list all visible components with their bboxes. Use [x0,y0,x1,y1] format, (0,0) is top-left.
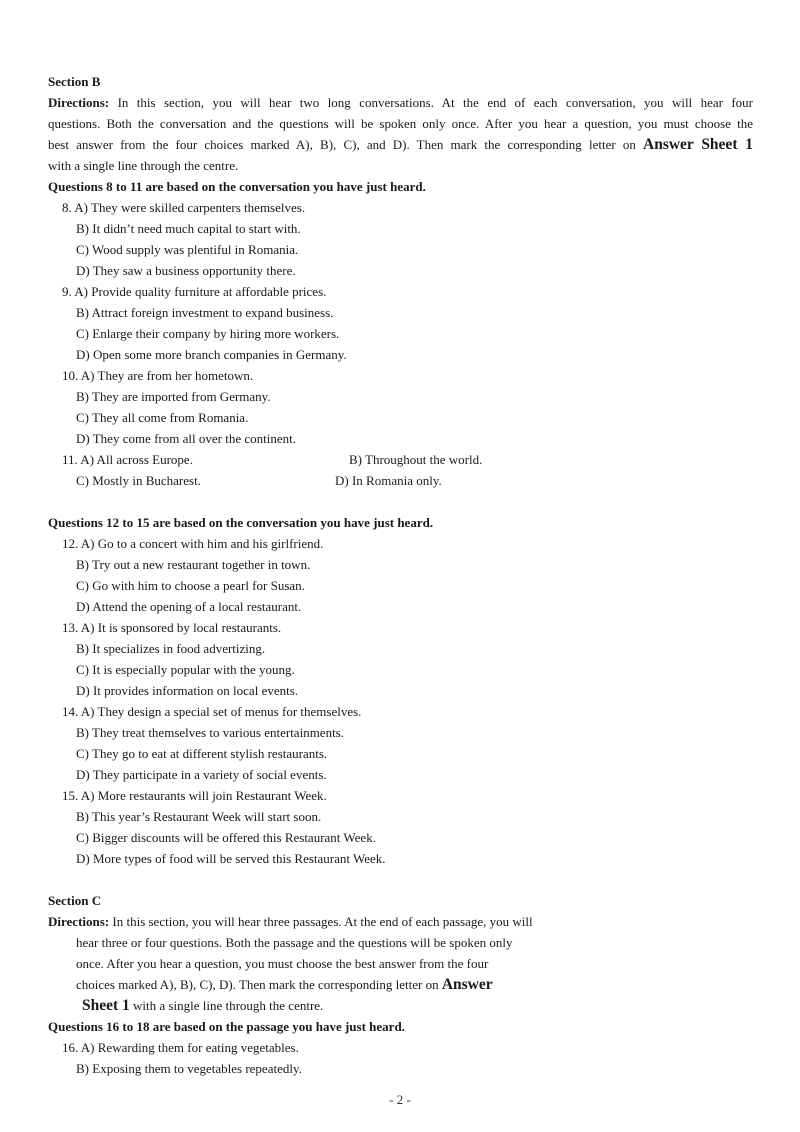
option: B) It didn’t need much capital to start with. [76,221,301,236]
question-10: 10. A) They are from her hometown. [62,368,254,383]
directions-text: In this section, you will hear three passages. At the end of each passage, you will [112,914,533,929]
option: C) Mostly in Bucharest. [76,473,201,488]
directions-label: Directions: [48,914,110,929]
question-16: 16. A) Rewarding them for eating vegetables. [62,1040,299,1055]
option: B) Exposing them to vegetables repeatedly. [76,1061,302,1076]
option: B) Throughout the world. [349,452,483,467]
option: D) They participate in a variety of social events. [76,767,327,782]
option: D) In Romania only. [335,473,442,488]
option: D) It provides information on local events. [76,683,299,698]
question-15: 15. A) More restaurants will join Restaurant Week. [62,788,327,803]
section-c-directions-line-1 [48,911,753,932]
section-b-directions-line-1 [48,92,753,113]
question-11 [48,449,753,470]
answer-sheet-label: Answer Sheet 1 [643,136,754,153]
directions-label: Directions: [48,95,110,110]
option: B) Try out a new restaurant together in town. [76,557,311,572]
exam-page [48,71,753,1079]
question-11-row-2 [48,470,753,491]
section-b-directions-line-4: with a single line through the centre. [48,158,239,173]
option: C) They go to eat at different stylish restaurants. [76,746,328,761]
directions-text: In this section, you will hear two long conversations. At the end of each conversation, you will hear four [117,95,754,110]
section-b-directions-line-2: questions. Both the conversation and the questions will be spoken only once. After you hear a question, you must choose the [48,116,753,131]
answer-sheet-label: Answer [441,976,493,993]
option: D) Open some more branch companies in Germany. [76,347,347,362]
question-14: 14. A) They design a special set of menus for themselves. [62,704,362,719]
answer-sheet-label: Sheet 1 [82,997,130,1014]
option: B) They treat themselves to various entertainments. [76,725,344,740]
page-number: - 2 - [389,1092,411,1107]
directions-text: best answer from the four choices marked A), B), C), and D). Then mark the corresponding letter on [48,137,636,152]
option: B) They are imported from Germany. [76,389,271,404]
section-c-directions-line-3: once. After you hear a question, you must choose the best answer from the four [76,956,489,971]
option: C) They all come from Romania. [76,410,249,425]
group-heading-16-18: Questions 16 to 18 are based on the passage you have just heard. [48,1019,405,1034]
section-b-directions-line-3 [48,134,753,155]
option: D) They come from all over the continent. [76,431,296,446]
option: D) Attend the opening of a local restaurant. [76,599,302,614]
option: C) Bigger discounts will be offered this Restaurant Week. [76,830,376,845]
option: D) More types of food will be served this Restaurant Week. [76,851,386,866]
option: C) It is especially popular with the young. [76,662,295,677]
option: 11. A) All across Europe. [62,452,193,467]
option: B) This year’s Restaurant Week will start soon. [76,809,322,824]
section-c-directions-line-2: hear three or four questions. Both the passage and the questions will be spoken only [76,935,513,950]
question-12: 12. A) Go to a concert with him and his girlfriend. [62,536,324,551]
option: C) Wood supply was plentiful in Romania. [76,242,299,257]
question-8: 8. A) They were skilled carpenters themselves. [62,200,306,215]
option: D) They saw a business opportunity there. [76,263,296,278]
option: B) It specializes in food advertizing. [76,641,266,656]
directions-text: with a single line through the centre. [133,998,324,1013]
section-c-heading: Section C [48,893,102,908]
option: C) Go with him to choose a pearl for Susan. [76,578,305,593]
section-c-directions-line-4 [48,974,753,995]
option: B) Attract foreign investment to expand business. [76,305,334,320]
option: C) Enlarge their company by hiring more workers. [76,326,340,341]
directions-text: choices marked A), B), C), D). Then mark the corresponding letter on [76,977,439,992]
section-c-directions-line-5 [48,995,753,1016]
question-13: 13. A) It is sponsored by local restaurants. [62,620,282,635]
group-heading-12-15: Questions 12 to 15 are based on the conversation you have just heard. [48,515,434,530]
group-heading-8-11: Questions 8 to 11 are based on the conversation you have just heard. [48,179,426,194]
question-9: 9. A) Provide quality furniture at affordable prices. [62,284,327,299]
section-b-heading: Section B [48,74,101,89]
